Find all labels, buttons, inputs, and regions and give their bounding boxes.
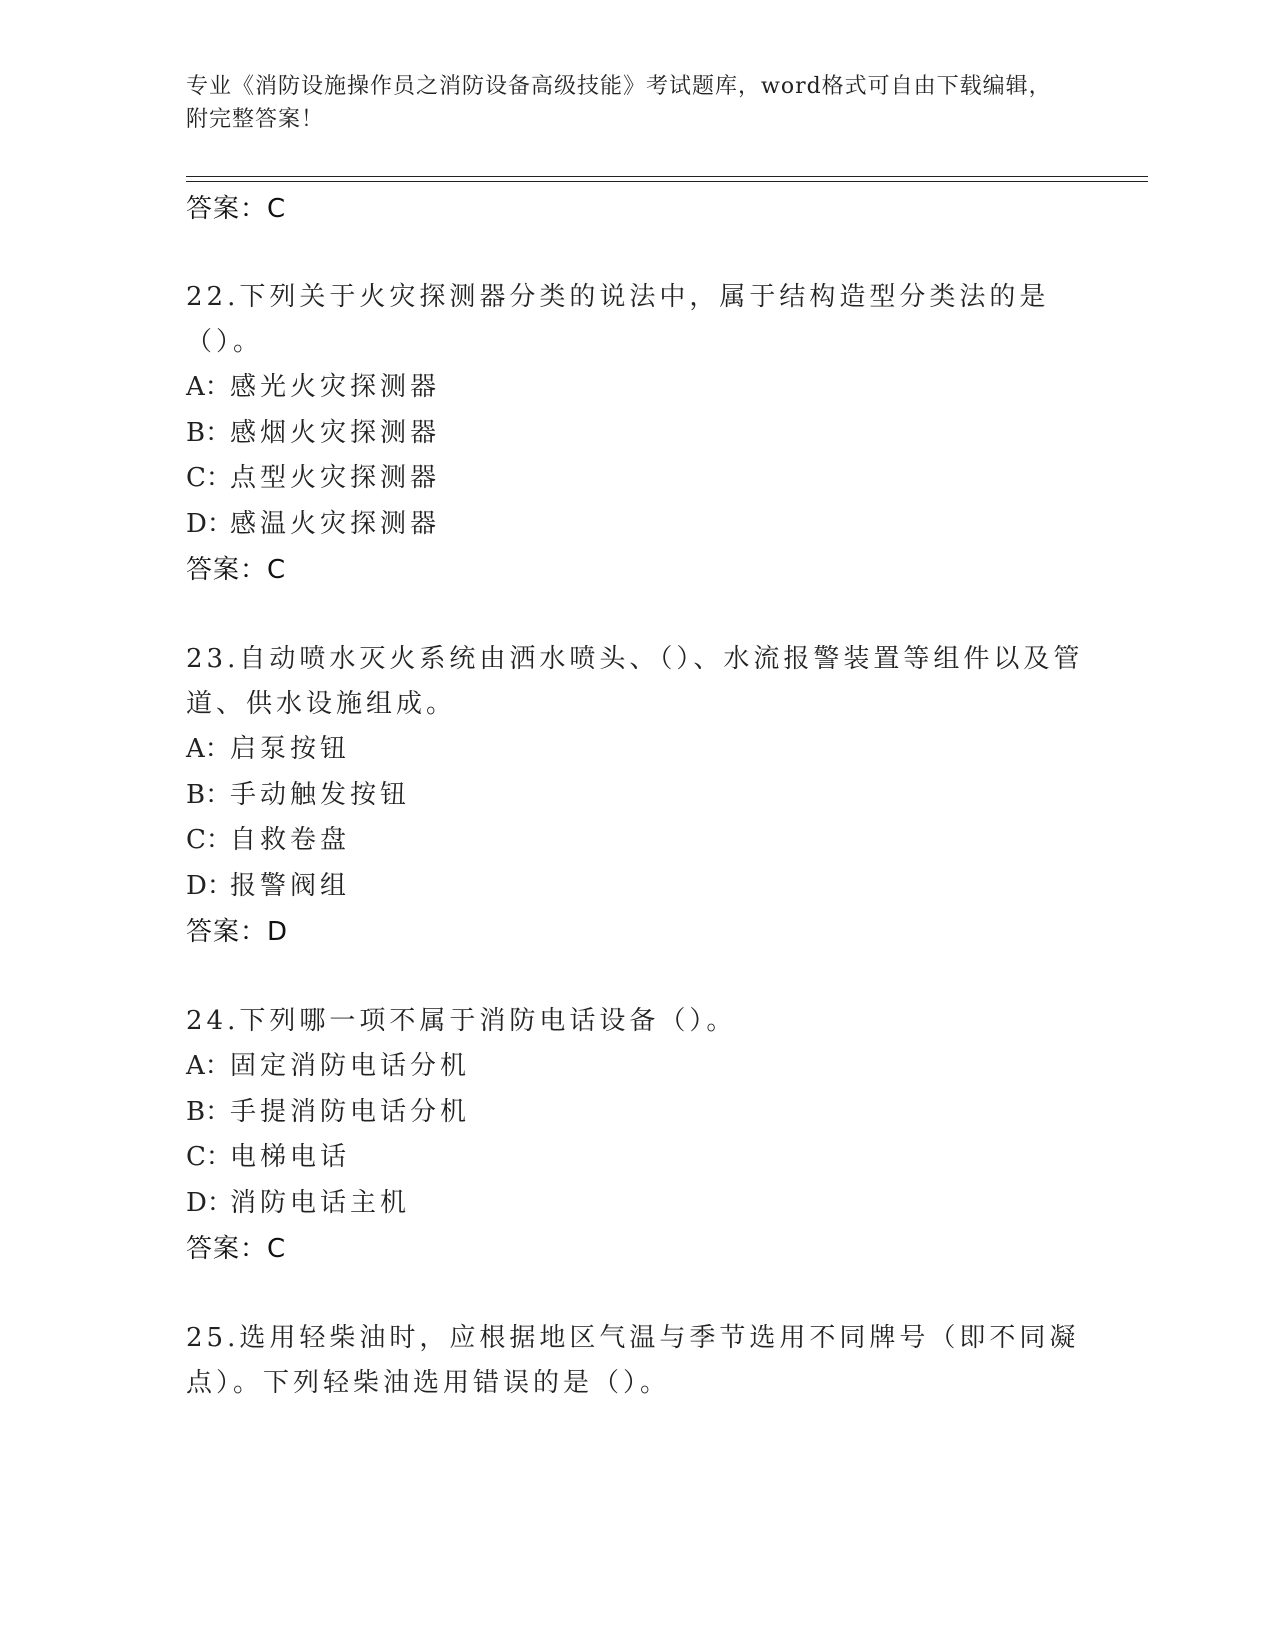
option-label: A：	[186, 734, 231, 764]
option-label: B：	[186, 779, 232, 810]
question-23: 23.自动喷水灭火系统由洒水喷头、（）、水流报警装置等组件以及管道、供水设施组成。	[186, 644, 1084, 719]
option-text: 点型火灾探测器	[230, 463, 441, 493]
answer-24: 答案：C	[186, 1234, 287, 1264]
option-label: A：	[186, 1051, 231, 1081]
question-23-option-a	[186, 727, 1086, 773]
question-list	[186, 186, 1086, 1406]
question-25: 25.选用轻柴油时，应根据地区气温与季节选用不同牌号（即不同凝点）。下列轻柴油选用错误的是（）。	[186, 1323, 1080, 1398]
option-text: 感烟火灾探测器	[230, 417, 441, 448]
option-label: C：	[186, 825, 232, 855]
option-text: 固定消防电话分机	[230, 1051, 471, 1081]
option-text: 手提消防电话分机	[230, 1096, 471, 1127]
spacer	[186, 1272, 1086, 1316]
option-label: C：	[186, 463, 232, 493]
question-24: 24.下列哪一项不属于消防电话设备（）。	[186, 1006, 737, 1036]
option-text: 手动触发按钮	[230, 779, 411, 810]
page-header: 专业《消防设施操作员之消防设备高级技能》考试题库，word格式可自由下载编辑，附完整答案！	[186, 74, 1052, 132]
option-label: D：	[186, 870, 233, 901]
option-label: D：	[186, 508, 233, 539]
option-label: B：	[186, 417, 232, 448]
option-text: 自救卷盘	[230, 825, 351, 855]
question-22-option-b	[186, 411, 1086, 457]
option-label: A：	[186, 372, 231, 402]
header-rule-bottom	[186, 181, 1148, 182]
question-24-option-b	[186, 1090, 1086, 1136]
header-rule-top	[186, 176, 1148, 177]
option-text: 感光火灾探测器	[230, 372, 441, 402]
answer-23: 答案：D	[186, 917, 289, 947]
question-24-option-d	[186, 1181, 1086, 1227]
spacer	[186, 955, 1086, 999]
answer-21: 答案：C	[186, 194, 287, 224]
question-23-option-d	[186, 864, 1086, 910]
spacer	[186, 593, 1086, 637]
option-label: D：	[186, 1187, 233, 1218]
option-text: 感温火灾探测器	[230, 508, 441, 539]
question-23-option-b	[186, 773, 1086, 819]
option-text: 消防电话主机	[230, 1187, 411, 1218]
option-text: 报警阀组	[230, 870, 351, 901]
question-24-option-c	[186, 1135, 1086, 1181]
answer-22: 答案：C	[186, 555, 287, 585]
option-text: 启泵按钮	[230, 734, 351, 764]
option-label: C：	[186, 1142, 232, 1172]
option-label: B：	[186, 1096, 232, 1127]
question-22-option-a	[186, 365, 1086, 411]
question-22: 22.下列关于火灾探测器分类的说法中，属于结构造型分类法的是（）。	[186, 282, 1050, 357]
spacer	[186, 232, 1086, 276]
question-24-option-a	[186, 1044, 1086, 1090]
question-22-option-c	[186, 456, 1086, 502]
question-22-option-d	[186, 502, 1086, 548]
question-23-option-c	[186, 818, 1086, 864]
option-text: 电梯电话	[230, 1142, 351, 1172]
